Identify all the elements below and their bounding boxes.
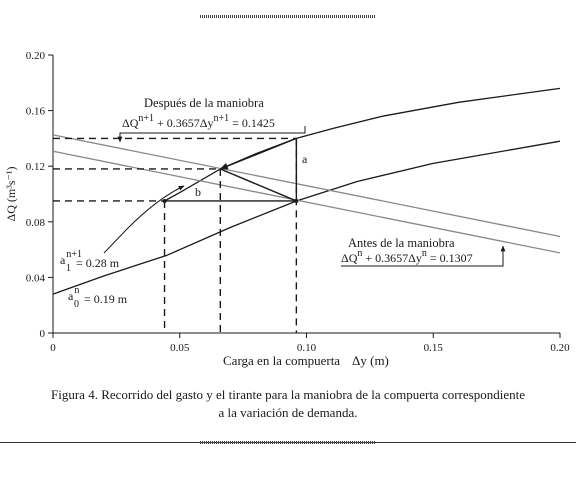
series-despues-line [53, 135, 560, 237]
despues-title: Después de la maniobra [144, 96, 264, 110]
y-tick-label: 0.04 [25, 272, 45, 285]
figure-caption-line-2: a la variación de demanda. [218, 405, 358, 420]
y-axis-label: ΔQ (m³s⁻¹) [4, 166, 18, 222]
antes-equation: $\Delta Q^n + 0.3657\Delta y^n = 0.1307$ [341, 248, 473, 265]
figure-caption-line-1: Figura 4. Recorrido del gasto y el tirante para la maniobra de la compuerta correspondiente [51, 387, 525, 402]
label-a: a [302, 152, 308, 166]
bottom-rule-ornament [200, 441, 376, 444]
x-axis-label-variable: Δy (m) [352, 353, 389, 368]
top-rule-ornament [200, 15, 376, 18]
y-tick-label: 0.16 [25, 105, 45, 118]
x-tick-label: 0.20 [550, 342, 570, 354]
point-marker [163, 199, 167, 203]
path-segment [220, 138, 296, 169]
path-segment [220, 169, 296, 201]
antes-title: Antes de la maniobra [348, 236, 455, 250]
x-axis-label: Carga en la compuerta [223, 353, 341, 368]
x-tick-label: 0.15 [423, 342, 443, 354]
x-tick-label: 0.05 [170, 342, 190, 354]
a1-label: $a^{n+1}$ 1 = 0.28 m [60, 249, 120, 274]
label-b: b [195, 185, 201, 199]
a0-label: $a^n$ 0 = 0.19 m [68, 285, 128, 310]
a1-pointer [104, 186, 184, 253]
y-tick-label: 0.08 [25, 216, 45, 229]
x-tick-label: 0.10 [296, 342, 317, 354]
y-tick-label: 0 [39, 328, 45, 340]
series-antes-line [53, 151, 560, 253]
y-tick-label: 0.12 [25, 161, 45, 174]
x-tick-label: 0 [50, 342, 56, 354]
y-tick-label: 0.20 [25, 50, 45, 62]
despues-equation: $\Delta Q^{n+1} + 0.3657\Delta y^{n+1} = 0.1425$ [122, 113, 275, 130]
point-marker [294, 199, 298, 203]
